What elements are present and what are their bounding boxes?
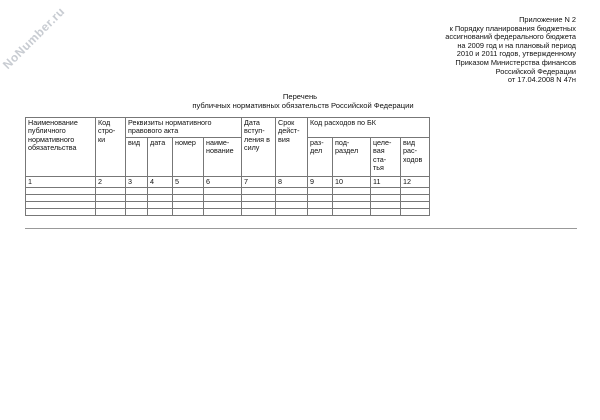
table-cell <box>96 202 126 209</box>
table-cell <box>148 188 173 195</box>
table-cell <box>308 202 333 209</box>
separator-line <box>25 228 577 229</box>
header-act-date: дата <box>148 137 173 176</box>
watermark: NoNumber.ru <box>0 4 68 72</box>
table-body <box>26 188 430 216</box>
table-cell <box>126 209 148 216</box>
appendix-line: 2010 и 2011 годов, утвержденному <box>456 49 576 59</box>
header-name: Наименование публичного нормативного обязательства <box>26 118 96 177</box>
table-cell <box>204 209 242 216</box>
table-row <box>26 202 430 209</box>
table-cell <box>148 202 173 209</box>
table-cell <box>173 202 204 209</box>
column-number: 7 <box>242 176 276 187</box>
column-number: 10 <box>333 176 371 187</box>
table-cell <box>333 195 371 202</box>
table-cell <box>96 188 126 195</box>
header-section: раз- дел <box>308 137 333 176</box>
table-cell <box>96 209 126 216</box>
table-cell <box>173 188 204 195</box>
column-number: 5 <box>173 176 204 187</box>
table-cell <box>96 195 126 202</box>
header-bk-code: Код расходов по БК <box>308 118 430 138</box>
header-validity: Срок дейст- вия <box>276 118 308 177</box>
table-cell <box>148 195 173 202</box>
title-line: Перечень <box>282 92 318 101</box>
appendix-note <box>445 16 576 85</box>
column-number: 1 <box>26 176 96 187</box>
header-act-number: номер <box>173 137 204 176</box>
table-cell <box>308 188 333 195</box>
table-cell <box>204 195 242 202</box>
table-cell <box>26 202 96 209</box>
header-act-title: наиме- нование <box>204 137 242 176</box>
header-row-code: Код стро- ки <box>96 118 126 177</box>
header-act-details: Реквизиты нормативного правового акта <box>126 118 242 138</box>
column-number: 12 <box>401 176 430 187</box>
table-cell <box>204 188 242 195</box>
table-row <box>26 195 430 202</box>
header-act-type: вид <box>126 137 148 176</box>
table-cell <box>126 195 148 202</box>
table-cell <box>333 209 371 216</box>
column-number: 11 <box>371 176 401 187</box>
column-number: 6 <box>204 176 242 187</box>
table-cell <box>401 188 430 195</box>
table-cell <box>26 209 96 216</box>
table-cell <box>242 188 276 195</box>
column-number: 3 <box>126 176 148 187</box>
header-target-item: целе- вая ста- тья <box>371 137 401 176</box>
table-cell <box>308 209 333 216</box>
table-cell <box>26 188 96 195</box>
header-expense-type: вид рас- ходов <box>401 137 430 176</box>
table-cell <box>371 195 401 202</box>
table-row <box>26 188 430 195</box>
document-title <box>0 92 600 110</box>
appendix-line: ассигнований федерального бюджета <box>445 32 576 42</box>
appendix-line: Приказом Министерства финансов <box>455 57 576 67</box>
table-cell <box>126 202 148 209</box>
table-cell <box>401 209 430 216</box>
column-number: 9 <box>308 176 333 187</box>
appendix-line: на 2009 год и на плановый период <box>457 40 576 50</box>
table-cell <box>204 202 242 209</box>
obligations-table <box>25 117 430 216</box>
table-cell <box>401 202 430 209</box>
table-cell <box>276 202 308 209</box>
table-row <box>26 209 430 216</box>
table-cell <box>242 202 276 209</box>
table-cell <box>126 188 148 195</box>
table-cell <box>242 209 276 216</box>
table-cell <box>371 202 401 209</box>
table-cell <box>173 209 204 216</box>
appendix-line: к Порядку планирования бюджетных <box>449 23 576 33</box>
table-cell <box>173 195 204 202</box>
table-cell <box>333 202 371 209</box>
header-effective-date: Дата вступ- ления в силу <box>242 118 276 177</box>
table-cell <box>276 188 308 195</box>
table-cell <box>276 209 308 216</box>
table-cell <box>333 188 371 195</box>
table-cell <box>26 195 96 202</box>
appendix-line: от 17.04.2008 N 47н <box>507 75 576 85</box>
appendix-line: Приложение N 2 <box>519 15 576 24</box>
table-cell <box>371 209 401 216</box>
title-subline: публичных нормативных обязательств Российской Федерации <box>192 101 414 110</box>
table-cell <box>148 209 173 216</box>
table-cell <box>401 195 430 202</box>
column-number-row <box>26 176 430 187</box>
table-cell <box>371 188 401 195</box>
appendix-line: Российской Федерации <box>495 66 576 76</box>
column-number: 8 <box>276 176 308 187</box>
table-cell <box>242 195 276 202</box>
header-subsection: под- раздел <box>333 137 371 176</box>
column-number: 2 <box>96 176 126 187</box>
table-cell <box>276 195 308 202</box>
column-number: 4 <box>148 176 173 187</box>
table-cell <box>308 195 333 202</box>
header-row <box>26 118 430 138</box>
